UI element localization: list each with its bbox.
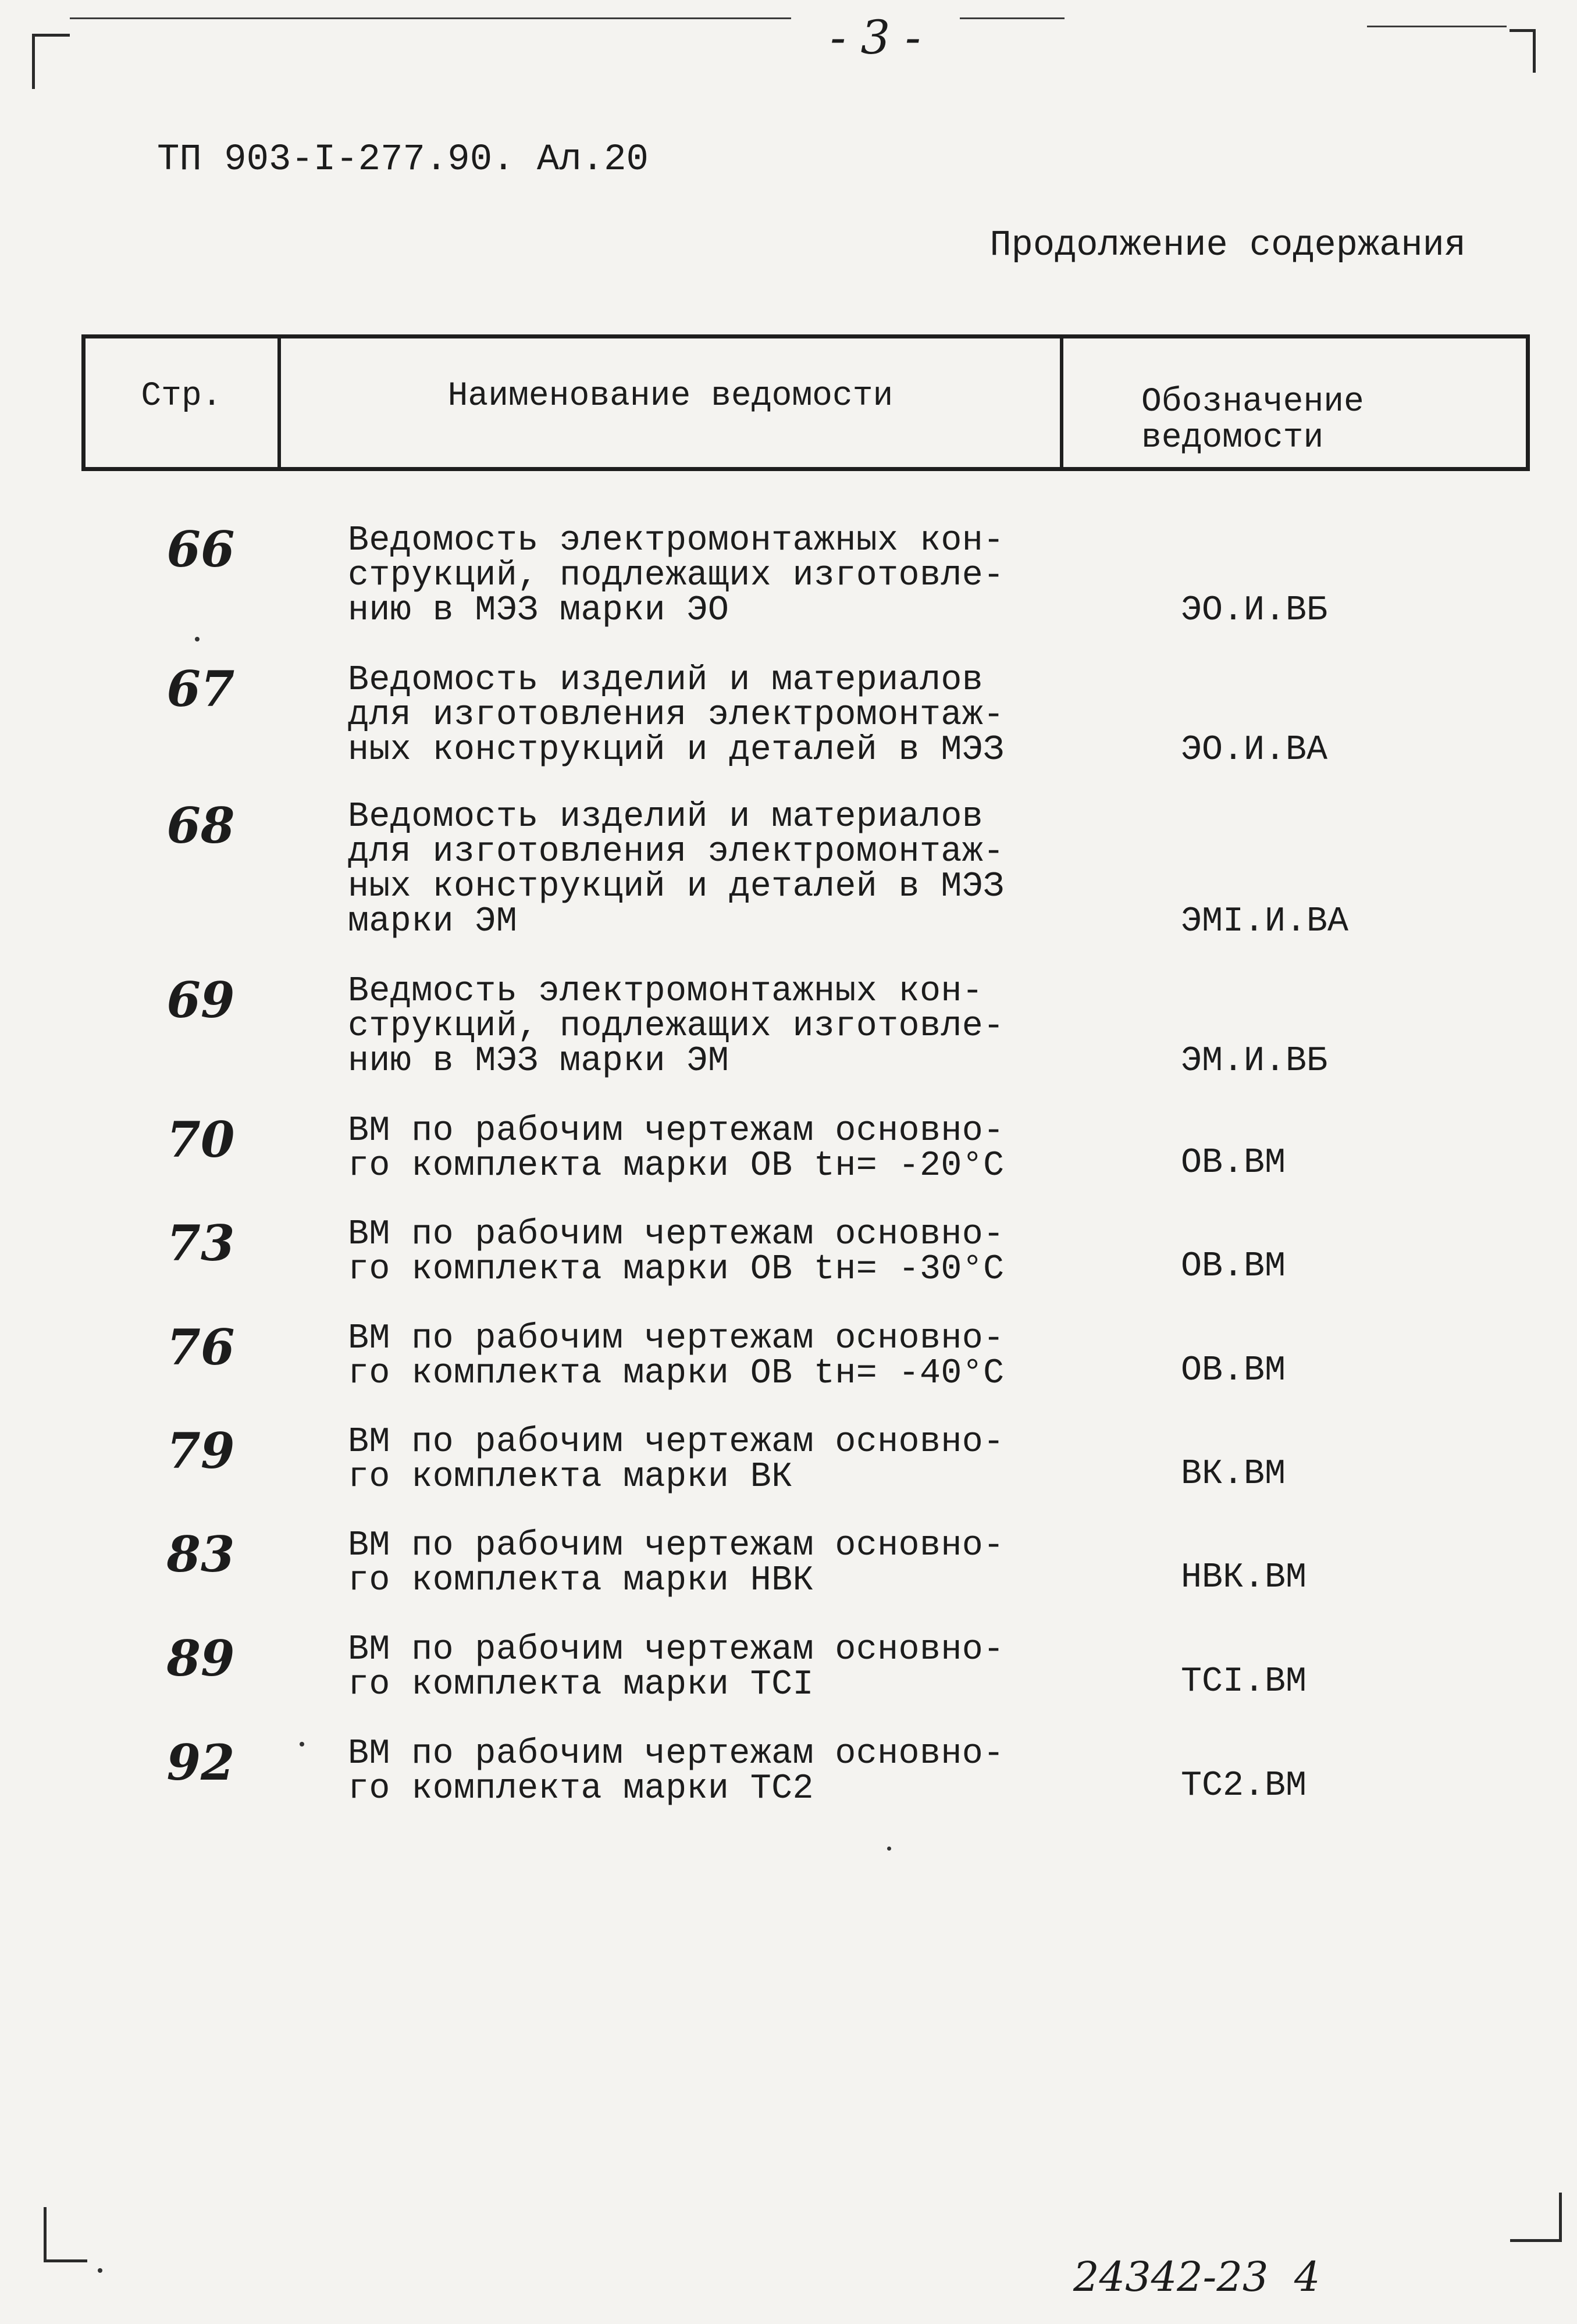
corner-mark-top-right bbox=[1510, 29, 1536, 73]
row-title-line: Ведомость изделий и материалов bbox=[348, 661, 984, 700]
row-title-line: ВМ по рабочим чертежам основно- bbox=[348, 1319, 1005, 1359]
row-title-line: для изготовления электромонтаж- bbox=[348, 832, 1005, 872]
footer-stamp: 24342-23 4 bbox=[1073, 2253, 1320, 2301]
row-title-line: струкций, подлежащих изготовле- bbox=[348, 556, 1005, 596]
row-title bbox=[348, 1217, 1046, 1287]
row-page-number: 83 bbox=[166, 1525, 235, 1583]
row-title-line: го комплекта марки ТСI bbox=[348, 1665, 814, 1705]
row-title-line: струкций, подлежащих изготовле- bbox=[348, 1007, 1005, 1046]
row-title-line: го комплекта марки ВК bbox=[348, 1457, 793, 1497]
row-title bbox=[348, 523, 1046, 628]
row-title-line: нию в МЭЗ марки ЭО bbox=[348, 591, 729, 630]
row-page-number: 79 bbox=[166, 1422, 235, 1480]
row-title-line: нию в МЭЗ марки ЭМ bbox=[348, 1042, 729, 1081]
row-title bbox=[348, 1111, 1046, 1186]
row-page-number: 92 bbox=[166, 1734, 235, 1791]
row-title-line: ВМ по рабочим чертежам основно- bbox=[348, 1423, 1005, 1462]
row-page-number: 70 bbox=[166, 1111, 235, 1168]
corner-mark-bottom-right bbox=[1510, 2193, 1562, 2242]
continuation-title: Продолжение содержания bbox=[989, 224, 1466, 266]
row-designation: ЭМ.И.ВБ bbox=[1181, 1042, 1328, 1081]
row-page-number: 73 bbox=[166, 1214, 235, 1272]
row-title-line: Ведмость электромонтажных кон- bbox=[348, 972, 984, 1011]
row-page-number: 76 bbox=[166, 1318, 235, 1376]
row-title-line: ВМ по рабочим чертежам основно- bbox=[348, 1526, 1005, 1566]
row-title-line: ных конструкций и деталей в МЭЗ bbox=[348, 867, 1005, 907]
row-page-number: 66 bbox=[166, 521, 235, 578]
scan-speck bbox=[195, 637, 200, 641]
row-page-number: 67 bbox=[166, 660, 235, 718]
table-header bbox=[81, 334, 1530, 471]
row-title bbox=[348, 974, 1046, 1079]
row-title-line: го комплекта марки ТС2 bbox=[348, 1769, 814, 1809]
row-title-line: го комплекта марки ОВ tн= -20°С bbox=[348, 1146, 1005, 1186]
top-rule-left bbox=[70, 17, 791, 19]
row-title-line: ВМ по рабочим чертежам основно- bbox=[348, 1215, 1005, 1254]
row-title-line: ных конструкций и деталей в МЭЗ bbox=[348, 730, 1005, 770]
row-designation: ТСI.ВМ bbox=[1181, 1662, 1307, 1702]
top-rule-far-right bbox=[1367, 26, 1507, 27]
header-divider-2 bbox=[1060, 338, 1063, 467]
header-page-col: Стр. bbox=[141, 377, 222, 415]
scan-speck bbox=[300, 1742, 304, 1746]
row-designation: ЭО.И.ВА bbox=[1181, 730, 1328, 770]
row-title-line: Ведомость изделий и материалов bbox=[348, 797, 984, 837]
corner-mark-top-left bbox=[32, 34, 70, 89]
row-title bbox=[348, 797, 1046, 942]
scan-speck bbox=[887, 1847, 891, 1851]
row-title bbox=[348, 1526, 1046, 1601]
row-page-number: 69 bbox=[166, 971, 235, 1029]
row-designation: ОВ.ВМ bbox=[1181, 1143, 1286, 1183]
row-designation: ЭМI.И.ВА bbox=[1181, 902, 1349, 942]
row-designation: ЭО.И.ВБ bbox=[1181, 591, 1328, 630]
row-page-number: 68 bbox=[166, 797, 235, 854]
row-title-line: марки ЭМ bbox=[348, 902, 518, 942]
row-designation: ОВ.ВМ bbox=[1181, 1351, 1286, 1391]
header-designation-line1: Обозначение bbox=[1141, 383, 1364, 421]
row-title bbox=[348, 1425, 1046, 1495]
row-title-line: ВМ по рабочим чертежам основно- bbox=[348, 1111, 1005, 1151]
row-title-line: го комплекта марки ОВ tн= -40°С bbox=[348, 1354, 1005, 1393]
row-designation: ОВ.ВМ bbox=[1181, 1247, 1286, 1286]
row-title-line: го комплекта марки ОВ tн= -30°С bbox=[348, 1250, 1005, 1289]
document-code: ТП 903-I-277.90. Ал.20 bbox=[157, 139, 649, 181]
row-title bbox=[348, 1630, 1046, 1705]
row-title-line: Ведомость электромонтажных кон- bbox=[348, 521, 1005, 561]
row-title bbox=[348, 1321, 1046, 1391]
row-title-line: ВМ по рабочим чертежам основно- bbox=[348, 1734, 1005, 1774]
row-designation: ВК.ВМ bbox=[1181, 1455, 1286, 1494]
top-rule-right bbox=[960, 17, 1065, 19]
header-designation-line2: ведомости bbox=[1141, 419, 1324, 457]
row-title-line: го комплекта марки НВК bbox=[348, 1561, 814, 1601]
header-name-col: Наименование ведомости bbox=[447, 377, 893, 415]
row-title-line: для изготовления электромонтаж- bbox=[348, 696, 1005, 735]
page-number: - 3 - bbox=[830, 10, 921, 65]
scan-speck bbox=[98, 2268, 102, 2273]
row-designation: ТС2.ВМ bbox=[1181, 1766, 1307, 1806]
row-title bbox=[348, 1734, 1046, 1809]
row-page-number: 89 bbox=[166, 1630, 235, 1687]
row-title bbox=[348, 663, 1046, 768]
row-designation: НВК.ВМ bbox=[1181, 1558, 1307, 1598]
corner-mark-bottom-left bbox=[44, 2207, 87, 2262]
row-title-line: ВМ по рабочим чертежам основно- bbox=[348, 1630, 1005, 1670]
